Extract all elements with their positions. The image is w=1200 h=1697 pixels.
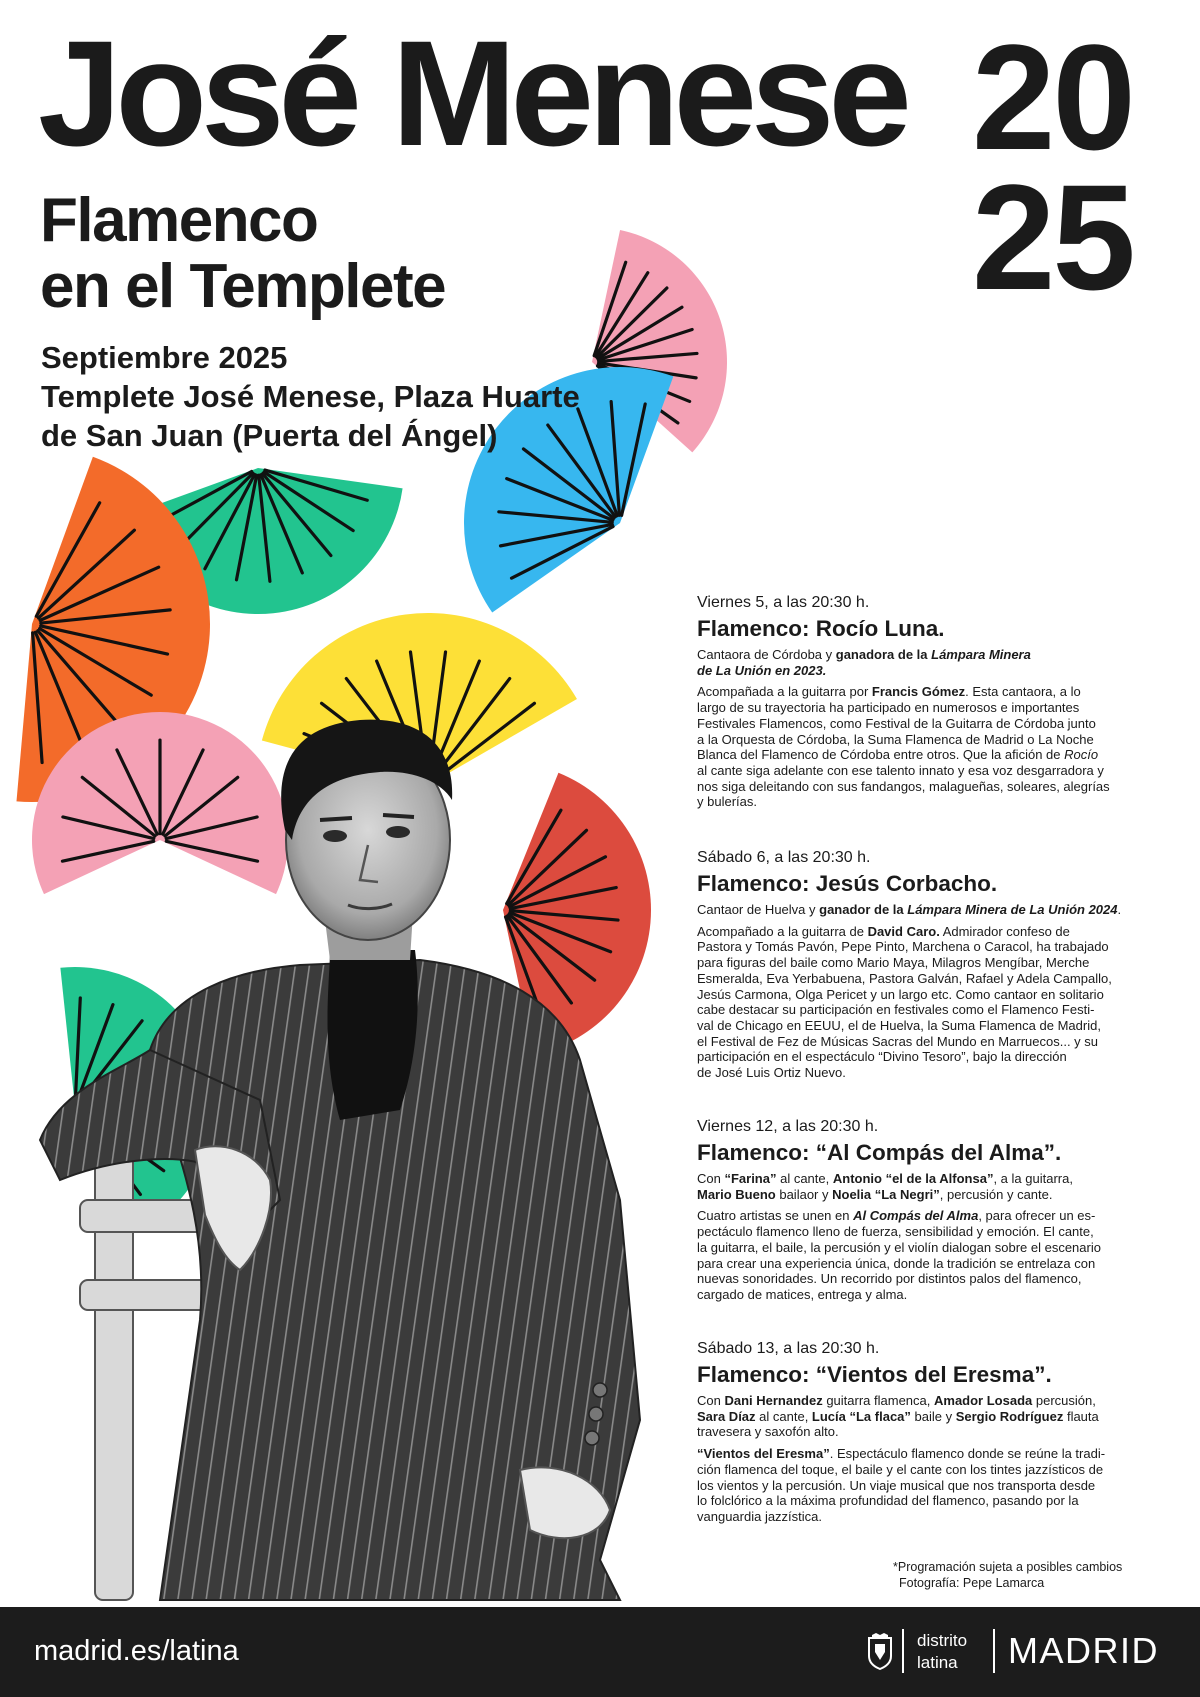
changes-note: *Programación sujeta a posibles cambios bbox=[893, 1560, 1123, 1574]
event-intro-line: Con Dani Hernandez guitarra flamenca, Amador Losada percusión, bbox=[697, 1393, 1096, 1408]
event-intro-line: Con “Farina” al cante, Antonio “el de la Alfonsa”, a la guitarra, bbox=[697, 1171, 1073, 1186]
divider bbox=[902, 1629, 904, 1673]
event-description-line: a la Orquesta de Córdoba, la Suma Flamenca de Madrid o La Noche bbox=[697, 731, 1094, 747]
event-description-line: y bulerías. bbox=[697, 794, 757, 810]
city-logo-text: MADRID bbox=[1008, 1630, 1159, 1671]
event-intro-line: travesera y saxofón alto. bbox=[697, 1424, 839, 1440]
event-description-line: vanguardia jazzística. bbox=[697, 1508, 823, 1524]
district-label-line-2: latina bbox=[917, 1653, 958, 1672]
event-description-line: nuevas sonoridades. Un recorrido por distintos palos del flamenco, bbox=[697, 1271, 1082, 1287]
event-description-line: val de Chicago en EEUU, el de Huelva, la Suma Flamenca de Madrid, bbox=[697, 1017, 1101, 1033]
date-info: Septiembre 2025 bbox=[41, 340, 288, 375]
subtitle-line-2: en el Templete bbox=[40, 252, 446, 321]
venue-info-line-2: de San Juan (Puerta del Ángel) bbox=[41, 418, 498, 453]
event-intro-line: Sara Díaz al cante, Lucía “La flaca” baile y Sergio Rodríguez flauta bbox=[697, 1408, 1099, 1424]
event-description-line: el Festival de Fez de Músicas Sacras del Mundo en Marruecos... y su bbox=[697, 1033, 1099, 1049]
event-description-line: cabe destacar su participación en festivales como el Flamenco Festi- bbox=[697, 1002, 1095, 1018]
footer-bar bbox=[0, 1607, 1200, 1697]
subtitle-line-1: Flamenco bbox=[40, 186, 318, 255]
event-description-line: Pastora y Tomás Pavón, Pepe Pinto, Marchena o Caracol, ha trabajado bbox=[697, 939, 1109, 955]
event-description-line: Esmeralda, Eva Yerbabuena, Pastora Galván, Rafael y Adela Campallo, bbox=[697, 970, 1112, 986]
event-intro-line: Cantaora de Córdoba y ganadora de la Lámpara Minera bbox=[697, 647, 1031, 662]
district-label-line-1: distrito bbox=[917, 1631, 968, 1650]
event-name: Flamenco: “Al Compás del Alma”. bbox=[697, 1140, 1062, 1165]
venue-info-line-1: Templete José Menese, Plaza Huarte bbox=[41, 379, 580, 414]
year-top: 20 bbox=[972, 13, 1133, 181]
event-description-line: para figuras del baile como Mario Maya, Milagros Mengíbar, Merche bbox=[697, 955, 1090, 971]
event-description-line: ción flamenca del toque, el baile y el cante con los tintes jazzísticos de bbox=[697, 1461, 1104, 1477]
website-link[interactable]: madrid.es/latina bbox=[34, 1635, 239, 1667]
event-description-line: al cante siga adelante con ese talento innato y esa voz desgarradora y bbox=[697, 762, 1104, 778]
madrid-crest-icon bbox=[866, 1632, 894, 1670]
event-block bbox=[697, 1117, 1167, 1303]
event-date: Viernes 5, a las 20:30 h. bbox=[697, 594, 870, 611]
event-description-line: participación en el espectáculo “Divino Tesoro”, bajo la dirección bbox=[697, 1049, 1067, 1065]
event-description-line: largo de su trayectoria ha participado en numerosos e importantes bbox=[697, 700, 1080, 716]
event-name: Flamenco: Jesús Corbacho. bbox=[697, 871, 998, 896]
event-description-line: Acompañado a la guitarra de David Caro. Admirador confeso de bbox=[697, 923, 1070, 939]
turtleneck bbox=[328, 950, 418, 1120]
event-date: Viernes 12, a las 20:30 h. bbox=[697, 1118, 879, 1135]
event-date: Sábado 13, a las 20:30 h. bbox=[697, 1340, 880, 1357]
event-intro-line: Cantaor de Huelva y ganador de la Lámpara Minera de La Unión 2024. bbox=[697, 902, 1122, 917]
event-intro-line: Mario Bueno bailaor y Noelia “La Negri”, percusión y cante. bbox=[697, 1186, 1053, 1202]
event-block bbox=[697, 593, 1167, 810]
event-description-line: Acompañada a la guitarra por Francis Gómez. Esta cantaora, a lo bbox=[697, 684, 1081, 700]
event-description-line: lo folclórico a la máxima profundidad del flamenco, pasando por la bbox=[697, 1493, 1079, 1509]
event-description-line: la guitarra, el baile, la percusión y el violín dialogan sobre el escenario bbox=[697, 1239, 1101, 1255]
photo-credit: Fotografía: Pepe Lamarca bbox=[899, 1575, 1045, 1590]
event-description-line: Festivales Flamencos, como Festival de la Guitarra de Córdoba junto bbox=[697, 715, 1096, 731]
event-description-line: “Vientos del Eresma”. Espectáculo flamenco donde se reúne la tradi- bbox=[697, 1446, 1106, 1462]
event-name: Flamenco: “Vientos del Eresma”. bbox=[697, 1362, 1052, 1387]
event-description-line: Cuatro artistas se unen en Al Compás del Alma, para ofrecer un es- bbox=[697, 1208, 1096, 1224]
divider bbox=[993, 1629, 995, 1673]
event-description-line: Jesús Carmona, Olga Pericet y un largo etc. Como cantaor en solitario bbox=[697, 986, 1104, 1002]
event-description-line: los vientos y la percusión. Un viaje musical que nos transporta desde bbox=[697, 1477, 1096, 1493]
event-name: Flamenco: Rocío Luna. bbox=[697, 616, 945, 641]
event-title: José Menese bbox=[38, 9, 906, 177]
event-description-line: nos siga deleitando con sus fandangos, malagueñas, soleares, alegrías bbox=[697, 778, 1110, 794]
event-description-line: para crear una experiencia única, donde la tradición se entrelaza con bbox=[697, 1255, 1096, 1271]
footnotes bbox=[893, 1560, 1122, 1591]
year-bottom: 25 bbox=[972, 153, 1133, 321]
event-description-line: de José Luis Ortiz Nuevo. bbox=[697, 1065, 846, 1081]
event-date: Sábado 6, a las 20:30 h. bbox=[697, 849, 871, 866]
event-description-line: pectáculo flamenco lleno de fuerza, sensibilidad y emoción. El cante, bbox=[697, 1224, 1094, 1240]
event-block bbox=[697, 848, 1167, 1081]
event-block bbox=[697, 1339, 1167, 1525]
event-description-line: Blanca del Flamenco de Córdoba entre otros. Que la afición de Rocío bbox=[697, 747, 1099, 763]
event-intro-line: de La Unión en 2023. bbox=[697, 662, 827, 678]
event-description-line: cargado de matices, entrega y alma. bbox=[697, 1286, 908, 1302]
